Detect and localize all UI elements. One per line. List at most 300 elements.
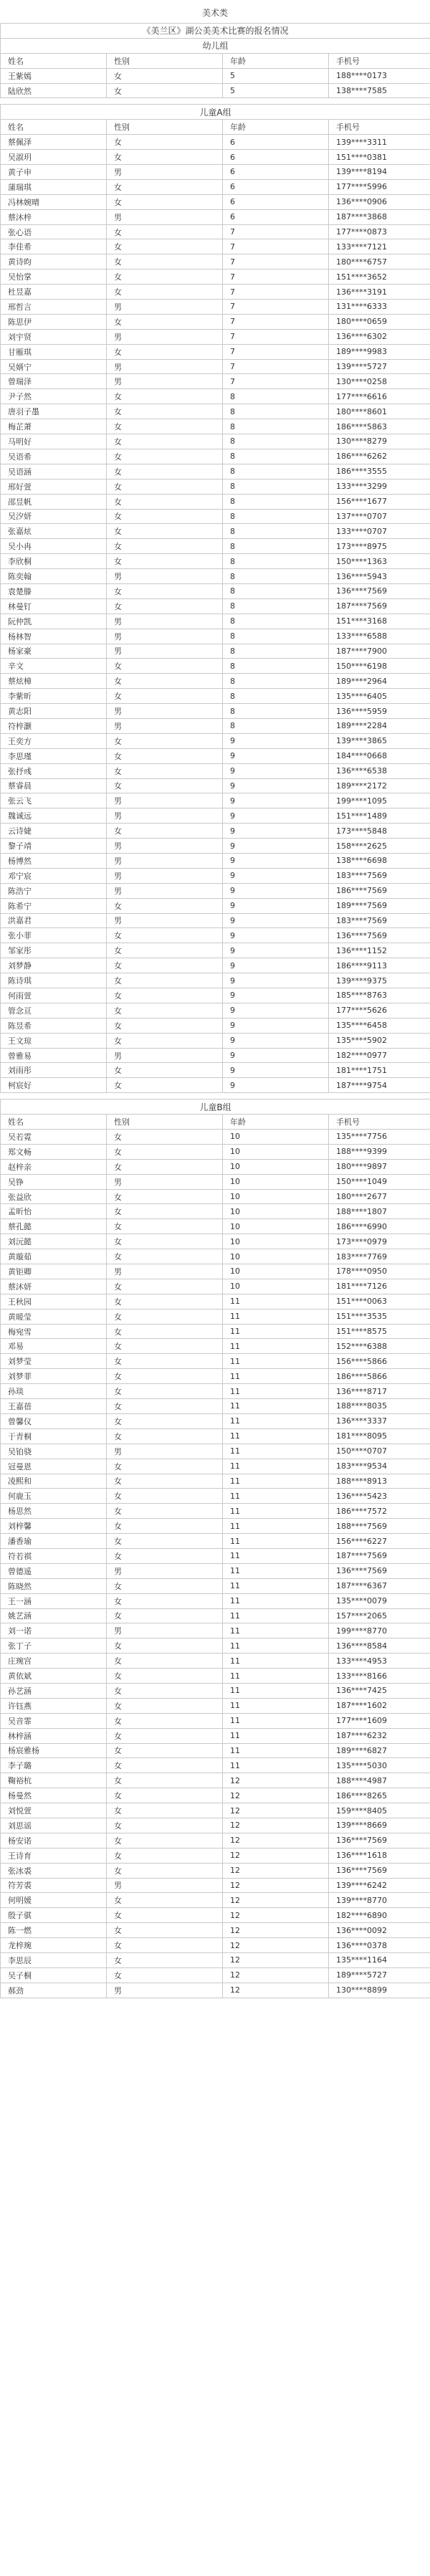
cell-gender: 女 [107,898,223,913]
cell-age: 12 [223,1967,329,1983]
cell-name: 梅芷萧 [1,419,107,434]
table-row [1,554,430,569]
table-row [1,539,430,554]
cell-phone: 139****5727 [329,359,430,374]
cell-age: 11 [223,1669,329,1684]
cell-gender: 女 [107,943,223,958]
cell-gender: 女 [107,1063,223,1078]
cell-gender: 女 [107,763,223,778]
table-row [1,704,430,719]
table-row [1,1339,430,1354]
cell-gender: 女 [107,1459,223,1474]
cell-gender: 女 [107,479,223,494]
cell-gender: 男 [107,808,223,824]
cell-gender: 女 [107,434,223,449]
cell-age: 8 [223,569,329,584]
cell-name: 刘梦菲 [1,1369,107,1384]
cell-age: 12 [223,1938,329,1953]
table-row [1,689,430,704]
table-title-row [1,24,430,39]
cell-name: 王嘉蓓 [1,1399,107,1414]
cell-age: 8 [223,434,329,449]
cell-phone: 136****3337 [329,1413,430,1428]
cell-phone: 159****8405 [329,1803,430,1818]
cell-phone: 173****8975 [329,539,430,554]
cell-name: 符若祺 [1,1548,107,1563]
table-row [1,209,430,224]
cell-gender: 女 [107,973,223,988]
cell-gender: 女 [107,1923,223,1938]
cell-phone: 135****6458 [329,1018,430,1033]
header-phone: 手机号 [329,53,430,68]
cell-gender: 女 [107,1018,223,1033]
cell-phone: 186****3555 [329,464,430,479]
cell-gender: 女 [107,1428,223,1444]
table-row [1,1369,430,1384]
cell-gender: 女 [107,1384,223,1399]
cell-age: 12 [223,1788,329,1803]
cell-gender: 女 [107,239,223,254]
cell-name: 甘雁琪 [1,344,107,359]
cell-gender: 女 [107,224,223,239]
cell-age: 11 [223,1489,329,1504]
cell-phone: 187****9754 [329,1078,430,1093]
header-age: 年龄 [223,53,329,68]
cell-name: 尹子然 [1,389,107,404]
cell-name: 吴铮 [1,1174,107,1189]
cell-name: 曾馨仪 [1,1413,107,1428]
cell-name: 刘悦萱 [1,1803,107,1818]
cell-name: 刘一诺 [1,1623,107,1638]
table-row [1,868,430,883]
registration-table [0,23,430,1998]
cell-age: 7 [223,359,329,374]
cell-gender: 男 [107,359,223,374]
table-title: 《美兰区》湖公美美术比赛的报名情况 [1,24,430,39]
cell-gender: 女 [107,389,223,404]
cell-age: 10 [223,1279,329,1294]
cell-age: 11 [223,1294,329,1309]
cell-phone: 188****1807 [329,1204,430,1219]
cell-phone: 133****3299 [329,479,430,494]
cell-gender: 女 [107,748,223,763]
cell-age: 12 [223,1863,329,1878]
cell-phone: 173****0979 [329,1234,430,1249]
cell-phone: 133****0707 [329,524,430,539]
table-row [1,1504,430,1519]
cell-gender: 男 [107,629,223,644]
cell-age: 11 [223,1698,329,1713]
cell-name: 凌熙和 [1,1474,107,1489]
cell-phone: 133****4953 [329,1654,430,1669]
cell-name: 鞠裕杭 [1,1773,107,1788]
cell-age: 9 [223,1063,329,1078]
cell-name: 杨家豪 [1,644,107,659]
cell-age: 5 [223,68,329,83]
cell-phone: 139****9375 [329,973,430,988]
cell-name: 魏诚远 [1,808,107,824]
cell-gender: 女 [107,928,223,943]
cell-gender: 女 [107,1519,223,1534]
cell-phone: 187****7569 [329,1548,430,1563]
cell-name: 符芳裘 [1,1878,107,1893]
cell-name: 吴音霏 [1,1713,107,1728]
cell-age: 11 [223,1578,329,1593]
cell-age: 7 [223,329,329,344]
cell-phone: 139****8669 [329,1818,430,1833]
cell-age: 11 [223,1399,329,1414]
group-title-row [1,38,430,53]
cell-name: 陈晓然 [1,1578,107,1593]
table-row [1,748,430,763]
cell-phone: 188****9399 [329,1144,430,1159]
cell-name: 杨安诺 [1,1833,107,1848]
cell-age: 11 [223,1563,329,1578]
cell-name: 张嘉炫 [1,524,107,539]
cell-gender: 女 [107,778,223,793]
cell-gender: 女 [107,1279,223,1294]
cell-gender: 女 [107,1848,223,1863]
table-row [1,928,430,943]
table-row [1,479,430,494]
cell-phone: 151****0063 [329,1294,430,1309]
table-row [1,1018,430,1033]
cell-gender: 男 [107,374,223,389]
cell-phone: 135****6405 [329,689,430,704]
cell-gender: 男 [107,614,223,629]
cell-phone: 180****6757 [329,254,430,269]
cell-phone: 180****9897 [329,1159,430,1174]
cell-gender: 男 [107,569,223,584]
cell-age: 12 [223,1953,329,1968]
cell-gender: 女 [107,554,223,569]
cell-name: 蔡沐梓 [1,209,107,224]
cell-age: 9 [223,853,329,868]
cell-gender: 女 [107,1159,223,1174]
table-row [1,1489,430,1504]
table-row [1,733,430,748]
cell-phone: 177****6616 [329,389,430,404]
cell-gender: 女 [107,1773,223,1788]
table-row [1,1728,430,1743]
cell-phone: 156****1677 [329,494,430,509]
cell-name: 刘梓馨 [1,1519,107,1534]
table-row [1,958,430,973]
cell-gender: 男 [107,1983,223,1998]
cell-age: 12 [223,1878,329,1893]
cell-age: 8 [223,554,329,569]
cell-age: 7 [223,254,329,269]
cell-gender: 女 [107,958,223,973]
cell-phone: 136****3191 [329,285,430,300]
cell-gender: 男 [107,839,223,854]
cell-age: 11 [223,1758,329,1773]
cell-name: 黄暖莹 [1,1309,107,1324]
table-row [1,853,430,868]
cell-name: 刘雨彤 [1,1063,107,1078]
cell-name: 林梓涵 [1,1728,107,1743]
cell-phone: 136****8717 [329,1384,430,1399]
table-row [1,778,430,793]
cell-age: 6 [223,150,329,165]
cell-age: 9 [223,913,329,928]
cell-gender: 男 [107,913,223,928]
cell-gender: 女 [107,598,223,614]
cell-name: 姚艺涵 [1,1608,107,1623]
group-spacer-cell [1,1093,430,1099]
cell-age: 8 [223,704,329,719]
cell-gender: 女 [107,1130,223,1145]
cell-age: 11 [223,1534,329,1549]
cell-gender: 男 [107,1048,223,1063]
cell-age: 9 [223,1003,329,1018]
table-row [1,1459,430,1474]
cell-age: 9 [223,1078,329,1093]
header-row [1,1115,430,1130]
cell-age: 6 [223,194,329,209]
cell-gender: 女 [107,674,223,689]
table-row [1,314,430,329]
cell-name: 张丁子 [1,1638,107,1654]
cell-phone: 151****3168 [329,614,430,629]
cell-name: 郝劲 [1,1983,107,1998]
cell-name: 杨曼然 [1,1788,107,1803]
cell-phone: 187****7569 [329,598,430,614]
cell-phone: 156****5866 [329,1354,430,1369]
cell-gender: 女 [107,1504,223,1519]
cell-name: 张小菲 [1,928,107,943]
cell-age: 9 [223,988,329,1003]
cell-name: 杨思然 [1,1504,107,1519]
cell-gender: 女 [107,1654,223,1669]
cell-age: 11 [223,1428,329,1444]
table-row [1,598,430,614]
cell-age: 12 [223,1803,329,1818]
cell-name: 蔡炫樟 [1,674,107,689]
cell-gender: 女 [107,1234,223,1249]
cell-name: 梅宛雪 [1,1324,107,1339]
cell-age: 7 [223,344,329,359]
cell-gender: 男 [107,1623,223,1638]
cell-phone: 136****6538 [329,763,430,778]
cell-name: 刘梦静 [1,958,107,973]
header-row [1,53,430,68]
cell-gender: 男 [107,165,223,180]
cell-gender: 女 [107,1474,223,1489]
cell-age: 10 [223,1204,329,1219]
cell-name: 赵梓亲 [1,1159,107,1174]
cell-phone: 189****6827 [329,1743,430,1758]
cell-gender: 男 [107,300,223,315]
cell-gender: 女 [107,269,223,285]
cell-name: 陈浩宁 [1,883,107,898]
cell-name: 黄子申 [1,165,107,180]
cell-phone: 156****6227 [329,1534,430,1549]
cell-phone: 177****0873 [329,224,430,239]
cell-phone: 136****5943 [329,569,430,584]
cell-name: 邓宁宸 [1,868,107,883]
cell-age: 9 [223,958,329,973]
cell-name: 吴汐妍 [1,509,107,524]
cell-phone: 188****8913 [329,1474,430,1489]
cell-name: 陈诗琪 [1,973,107,988]
cell-age: 9 [223,973,329,988]
cell-gender: 男 [107,1174,223,1189]
table-row [1,1354,430,1369]
cell-gender: 女 [107,449,223,464]
cell-phone: 188****8035 [329,1399,430,1414]
cell-name: 辛文 [1,659,107,674]
cell-name: 孙琰 [1,1384,107,1399]
cell-gender: 女 [107,1354,223,1369]
cell-phone: 131****6333 [329,300,430,315]
cell-age: 9 [223,1033,329,1048]
cell-phone: 188****0173 [329,68,430,83]
cell-name: 张抒彧 [1,763,107,778]
cell-age: 7 [223,374,329,389]
cell-age: 12 [223,1923,329,1938]
cell-phone: 136****7569 [329,928,430,943]
cell-phone: 178****0950 [329,1264,430,1279]
cell-phone: 136****7425 [329,1683,430,1698]
cell-phone: 150****1049 [329,1174,430,1189]
cell-phone: 138****6698 [329,853,430,868]
table-row [1,839,430,854]
group-title: 儿童A组 [1,105,430,120]
table-row [1,1593,430,1608]
cell-name: 张云飞 [1,793,107,808]
cell-phone: 151****3652 [329,269,430,285]
table-row [1,1878,430,1893]
cell-phone: 180****2677 [329,1189,430,1204]
cell-gender: 女 [107,494,223,509]
cell-age: 7 [223,269,329,285]
cell-gender: 女 [107,583,223,598]
cell-gender: 女 [107,194,223,209]
cell-phone: 158****2625 [329,839,430,854]
cell-phone: 182****6890 [329,1908,430,1923]
cell-phone: 184****0668 [329,748,430,763]
cell-phone: 180****8601 [329,404,430,419]
cell-phone: 183****7569 [329,913,430,928]
cell-age: 10 [223,1234,329,1249]
table-row [1,1893,430,1908]
cell-phone: 189****9983 [329,344,430,359]
cell-name: 庄琬宫 [1,1654,107,1669]
table-row [1,179,430,194]
cell-name: 黎子靖 [1,839,107,854]
cell-phone: 135****1164 [329,1953,430,1968]
cell-age: 8 [223,539,329,554]
table-row [1,1234,430,1249]
cell-phone: 136****8584 [329,1638,430,1654]
table-row [1,1803,430,1818]
table-row [1,1654,430,1669]
cell-age: 9 [223,1018,329,1033]
table-row [1,1773,430,1788]
cell-gender: 男 [107,1563,223,1578]
table-row [1,1219,430,1234]
cell-name: 张心语 [1,224,107,239]
group-title-row [1,105,430,120]
cell-gender: 女 [107,1938,223,1953]
cell-age: 7 [223,285,329,300]
cell-gender: 女 [107,1294,223,1309]
cell-gender: 女 [107,1683,223,1698]
cell-gender: 男 [107,329,223,344]
cell-age: 9 [223,793,329,808]
group-title: 儿童B组 [1,1099,430,1115]
cell-name: 张冰裘 [1,1863,107,1878]
cell-name: 吴小冉 [1,539,107,554]
cell-name: 吴铂骁 [1,1444,107,1459]
cell-gender: 女 [107,733,223,748]
cell-name: 王紫嫣 [1,68,107,83]
cell-name: 冯林婉晴 [1,194,107,209]
cell-gender: 男 [107,209,223,224]
table-row [1,329,430,344]
cell-gender: 女 [107,1489,223,1504]
table-row [1,83,430,98]
cell-name: 刘梦莹 [1,1354,107,1369]
cell-phone: 150****6198 [329,659,430,674]
table-row [1,1384,430,1399]
table-row [1,583,430,598]
cell-gender: 女 [107,1908,223,1923]
cell-age: 12 [223,1773,329,1788]
cell-age: 8 [223,479,329,494]
cell-gender: 女 [107,1399,223,1414]
cell-age: 10 [223,1264,329,1279]
cell-phone: 157****2065 [329,1608,430,1623]
cell-gender: 女 [107,1189,223,1204]
cell-gender: 女 [107,314,223,329]
cell-gender: 女 [107,1413,223,1428]
cell-name: 吴怡掌 [1,269,107,285]
cell-phone: 181****1751 [329,1063,430,1078]
table-row [1,898,430,913]
cell-gender: 女 [107,404,223,419]
cell-age: 6 [223,179,329,194]
cell-name: 陈思伊 [1,314,107,329]
table-row [1,1818,430,1833]
cell-age: 12 [223,1908,329,1923]
cell-age: 8 [223,509,329,524]
cell-age: 10 [223,1159,329,1174]
table-row [1,1063,430,1078]
cell-gender: 女 [107,1743,223,1758]
cell-phone: 136****0378 [329,1938,430,1953]
cell-gender: 女 [107,1669,223,1684]
table-row [1,1294,430,1309]
cell-gender: 女 [107,135,223,150]
cell-gender: 男 [107,853,223,868]
cell-age: 12 [223,1848,329,1863]
table-row [1,300,430,315]
cell-gender: 女 [107,1369,223,1384]
table-row [1,374,430,389]
table-row [1,629,430,644]
table-row [1,1923,430,1938]
cell-phone: 133****8166 [329,1669,430,1684]
cell-phone: 136****6302 [329,329,430,344]
cell-phone: 186****7569 [329,883,430,898]
cell-name: 邓易 [1,1339,107,1354]
header-name: 姓名 [1,53,107,68]
cell-gender: 女 [107,1803,223,1818]
cell-gender: 女 [107,464,223,479]
table-row [1,285,430,300]
